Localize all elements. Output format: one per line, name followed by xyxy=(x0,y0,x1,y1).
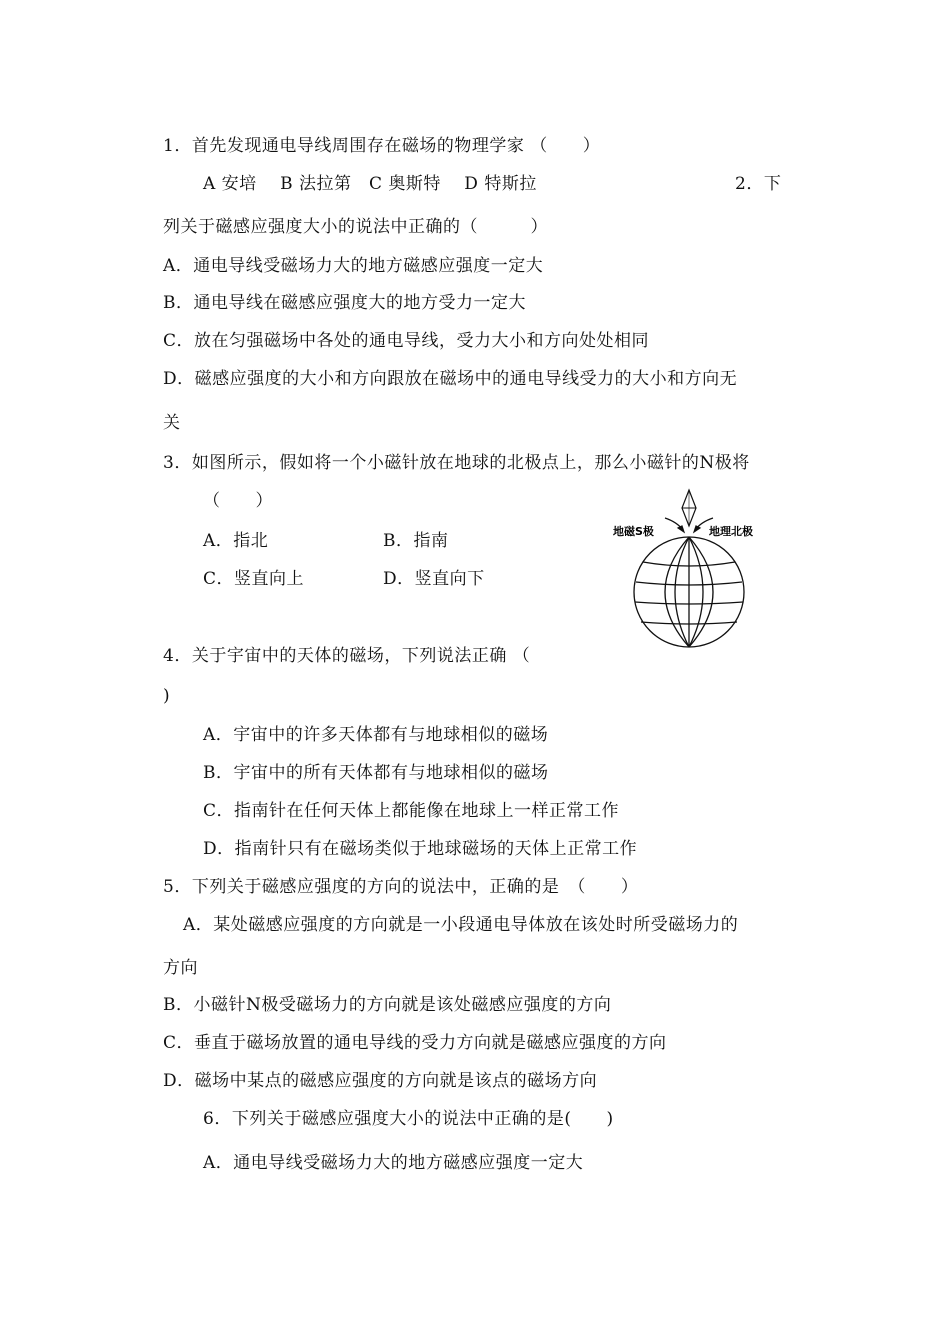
q2-stem-start: 2．下 xyxy=(735,174,782,194)
q6-option-a: A．通电导线受磁场力大的地方磁感应强度一定大 xyxy=(203,1153,584,1173)
q2-option-d-cont: 关 xyxy=(163,413,181,433)
q3-option-b: B．指南 xyxy=(383,531,449,551)
q4-stem-cont: ) xyxy=(163,686,171,706)
q2-option-a: A．通电导线受磁场力大的地方磁感应强度一定大 xyxy=(163,256,544,276)
q4-option-b: B．宇宙中的所有天体都有与地球相似的磁场 xyxy=(203,763,549,783)
q5-option-b: B．小磁针N极受磁场力的方向就是该处磁感应强度的方向 xyxy=(163,995,612,1015)
q5-option-c: C．垂直于磁场放置的通电导线的受力方向就是磁感应强度的方向 xyxy=(163,1033,667,1053)
q3-option-a: A．指北 xyxy=(203,531,269,551)
globe-figure xyxy=(605,488,775,650)
q3-stem: 3．如图所示，假如将一个小磁针放在地球的北极点上，那么小磁针的N极将 xyxy=(163,453,750,473)
compass-needle-icon xyxy=(682,490,696,526)
q1-stem: 1．首先发现通电导线周围存在磁场的物理学家 （ ） xyxy=(163,136,601,156)
q4-option-a: A．宇宙中的许多天体都有与地球相似的磁场 xyxy=(203,725,549,745)
q4-option-d: D．指南针只有在磁场类似于地球磁场的天体上正常工作 xyxy=(203,839,638,859)
q4-stem: 4．关于宇宙中的天体的磁场，下列说法正确 （ xyxy=(163,646,531,666)
q5-option-a-cont: 方向 xyxy=(163,958,198,978)
q4-option-c: C．指南针在任何天体上都能像在地球上一样正常工作 xyxy=(203,801,620,821)
label-geographic-north: 地理北极 xyxy=(709,525,753,538)
q2-option-d: D．磁感应强度的大小和方向跟放在磁场中的通电导线受力的大小和方向无 xyxy=(163,369,738,389)
q1-options: A 安培 B 法拉第 C 奥斯特 D 特斯拉 xyxy=(203,174,537,194)
q3-option-c: C．竖直向上 xyxy=(203,569,305,589)
q5-option-a: A．某处磁感应强度的方向就是一小段通电导体放在该处时所受磁场力的 xyxy=(183,915,739,935)
q6-stem: 6．下列关于磁感应强度大小的说法中正确的是( ) xyxy=(203,1109,614,1129)
globe-illustration xyxy=(605,488,775,650)
q2-stem: 列关于磁感应强度大小的说法中正确的（ ） xyxy=(163,217,548,237)
globe-icon xyxy=(634,537,744,647)
q5-stem: 5．下列关于磁感应强度的方向的说法中，正确的是 （ ） xyxy=(163,877,639,897)
q3-paren: （ ） xyxy=(203,491,273,511)
q3-option-d: D．竖直向下 xyxy=(383,569,485,589)
q2-option-b: B．通电导线在磁感应强度大的地方受力一定大 xyxy=(163,293,526,313)
q5-option-d: D．磁场中某点的磁感应强度的方向就是该点的磁场方向 xyxy=(163,1071,598,1091)
label-geomagnetic-s: 地磁S极 xyxy=(613,525,654,538)
q2-option-c: C．放在匀强磁场中各处的通电导线，受力大小和方向处处相同 xyxy=(163,331,650,351)
